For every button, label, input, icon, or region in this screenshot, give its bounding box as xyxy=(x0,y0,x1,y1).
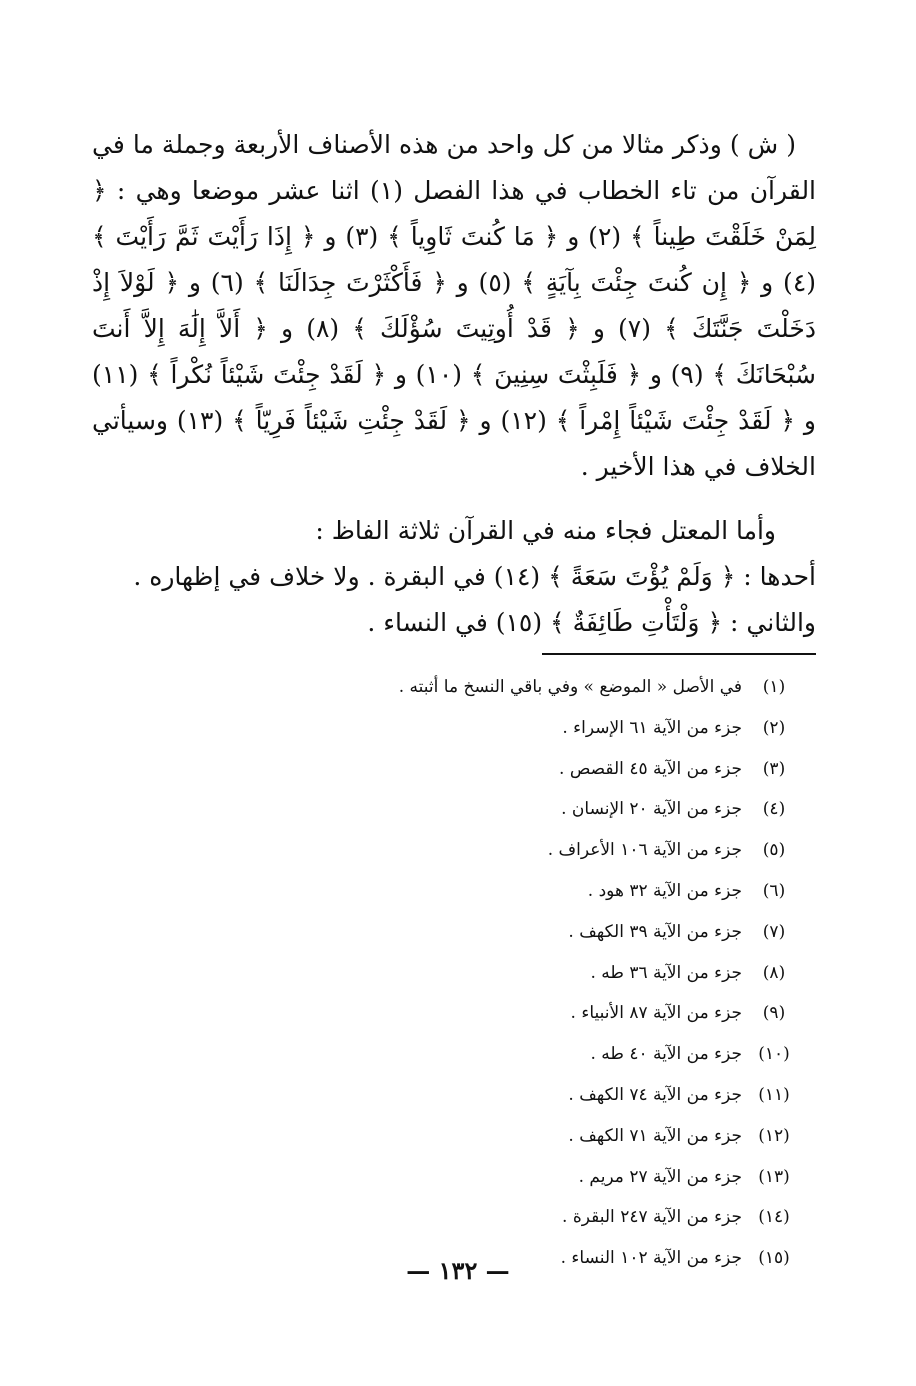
footnote-text: جزء من الآية ٨٧ الأنبياء . xyxy=(570,1003,742,1024)
footnote-text: جزء من الآية ٧٤ الكهف . xyxy=(568,1084,742,1105)
footnote-item xyxy=(238,718,798,759)
line-first: أحدها : ﴿ وَلَمْ يُؤْتَ سَعَةً ﴾ (١٤) في البقرة . ولا خلاف في إظهاره . xyxy=(133,562,816,591)
footnote-number: (٣) xyxy=(762,758,786,779)
footnote-item xyxy=(238,1126,798,1167)
paragraph-weak-verbs: وأما المعتل فجاء منه في القرآن ثلاثة الفاظ : xyxy=(315,516,776,545)
footnote-text: جزء من الآية ٤٥ القصص . xyxy=(559,758,742,779)
footnote-text: جزء من الآية ٣٦ طه . xyxy=(590,962,742,983)
footnote-number: (١٣) xyxy=(758,1166,790,1187)
footnote-number: (١٠) xyxy=(758,1044,790,1065)
footnote-number: (١٢) xyxy=(758,1125,790,1146)
footnote-item xyxy=(238,1003,798,1044)
paragraph-examples: ( ش ) وذكر مثالا من كل واحد من هذه الأصناف الأربعة وجملة ما في القرآن من تاء الخطاب في هذا الفصل (١) اثنا عشر موضعا وهي : ﴿ لِمَنْ خَلَقْتَ طِيناً ﴾ (٢) و ﴿ مَا كُنتَ ثَاوِياً ﴾ (٣) و ﴿ إِذَا رَأَيْتَ ثَمَّ رَأَيْتَ ﴾ (٤) و ﴿ إِن كُنتَ جِئْتَ بِآيَةٍ ﴾ (٥) و ﴿ فَأَكْثَرْتَ جِدَالَنَا ﴾ (٦) و ﴿ لَوْلاَ إِذْ دَخَلْتَ جَنَّتَكَ ﴾ (٧) و ﴿ قَدْ أُوتِيتَ سُؤْلَكَ ﴾ (٨) و ﴿ أَلاَّ إِلَٰهَ إِلاَّ أَنتَ سُبْحَانَكَ ﴾ (٩) و ﴿ فَلَبِثْتَ سِنِينَ ﴾ (١٠) و ﴿ لَقَدْ جِئْتَ شَيْئاً نُكْراً ﴾ (١١) و ﴿ لَقَدْ جِئْتَ شَيْئاً إِمْراً ﴾ (١٢) و ﴿ لَقَدْ جِئْتِ شَيْئاً فَرِيّاً ﴾ (١٣) وسيأتي الخلاف في هذا الأخير . xyxy=(92,130,817,481)
main-text xyxy=(92,122,816,646)
footnote-number: (١٥) xyxy=(758,1248,790,1269)
footnote-item xyxy=(238,759,798,800)
line-second: والثاني : ﴿ وَلْتَأْتِ طَائِفَةٌ ﴾ (١٥) في النساء . xyxy=(367,608,816,637)
footnote-item xyxy=(238,1044,798,1085)
footnote-number: (٤) xyxy=(762,799,786,820)
footnote-number: (٢) xyxy=(762,717,786,738)
footnote-text: جزء من الآية ٢٤٧ البقرة . xyxy=(562,1207,742,1228)
footnote-text: جزء من الآية ٢٧ مريم . xyxy=(578,1166,742,1187)
footnote-text: جزء من الآية ١٠٢ النساء . xyxy=(560,1248,742,1269)
footnote-item xyxy=(238,922,798,963)
footnote-text: جزء من الآية ٤٠ طه . xyxy=(590,1044,742,1065)
footnote-number: (١٤) xyxy=(758,1207,790,1228)
footnote-number: (١١) xyxy=(758,1084,790,1105)
footnote-item xyxy=(238,1085,798,1126)
footnote-number: (٦) xyxy=(762,880,786,901)
footnote-text: جزء من الآية ١٠٦ الأعراف . xyxy=(547,840,742,861)
footnote-separator xyxy=(542,653,816,655)
paragraph-gap xyxy=(92,490,816,508)
page-number: — ١٣٢ — xyxy=(406,1256,510,1285)
footnote-text: جزء من الآية ٣٢ هود . xyxy=(587,880,742,901)
footnote-number: (٥) xyxy=(762,840,786,861)
footnote-item xyxy=(238,1207,798,1248)
footnote-item xyxy=(238,1167,798,1208)
footnote-number: (١) xyxy=(762,677,786,697)
footnotes xyxy=(238,677,798,1289)
footnote-text: جزء من الآية ٦١ الإسراء . xyxy=(562,717,742,738)
footnote-text: جزء من الآية ٧١ الكهف . xyxy=(568,1125,742,1146)
footnote-item xyxy=(238,963,798,1004)
footnote-item xyxy=(238,677,798,718)
footnote-number: (٨) xyxy=(762,962,786,983)
footnote-text: جزء من الآية ٢٠ الإنسان . xyxy=(561,799,742,820)
footnote-item xyxy=(238,799,798,840)
footnote-number: (٧) xyxy=(762,921,786,942)
footnote-number: (٩) xyxy=(762,1003,786,1024)
footnote-text: جزء من الآية ٣٩ الكهف . xyxy=(568,921,742,942)
footnote-item xyxy=(238,881,798,922)
footnote-item xyxy=(238,840,798,881)
footnote-text: في الأصل « الموضع » وفي باقي النسخ ما أثبته . xyxy=(398,677,742,697)
